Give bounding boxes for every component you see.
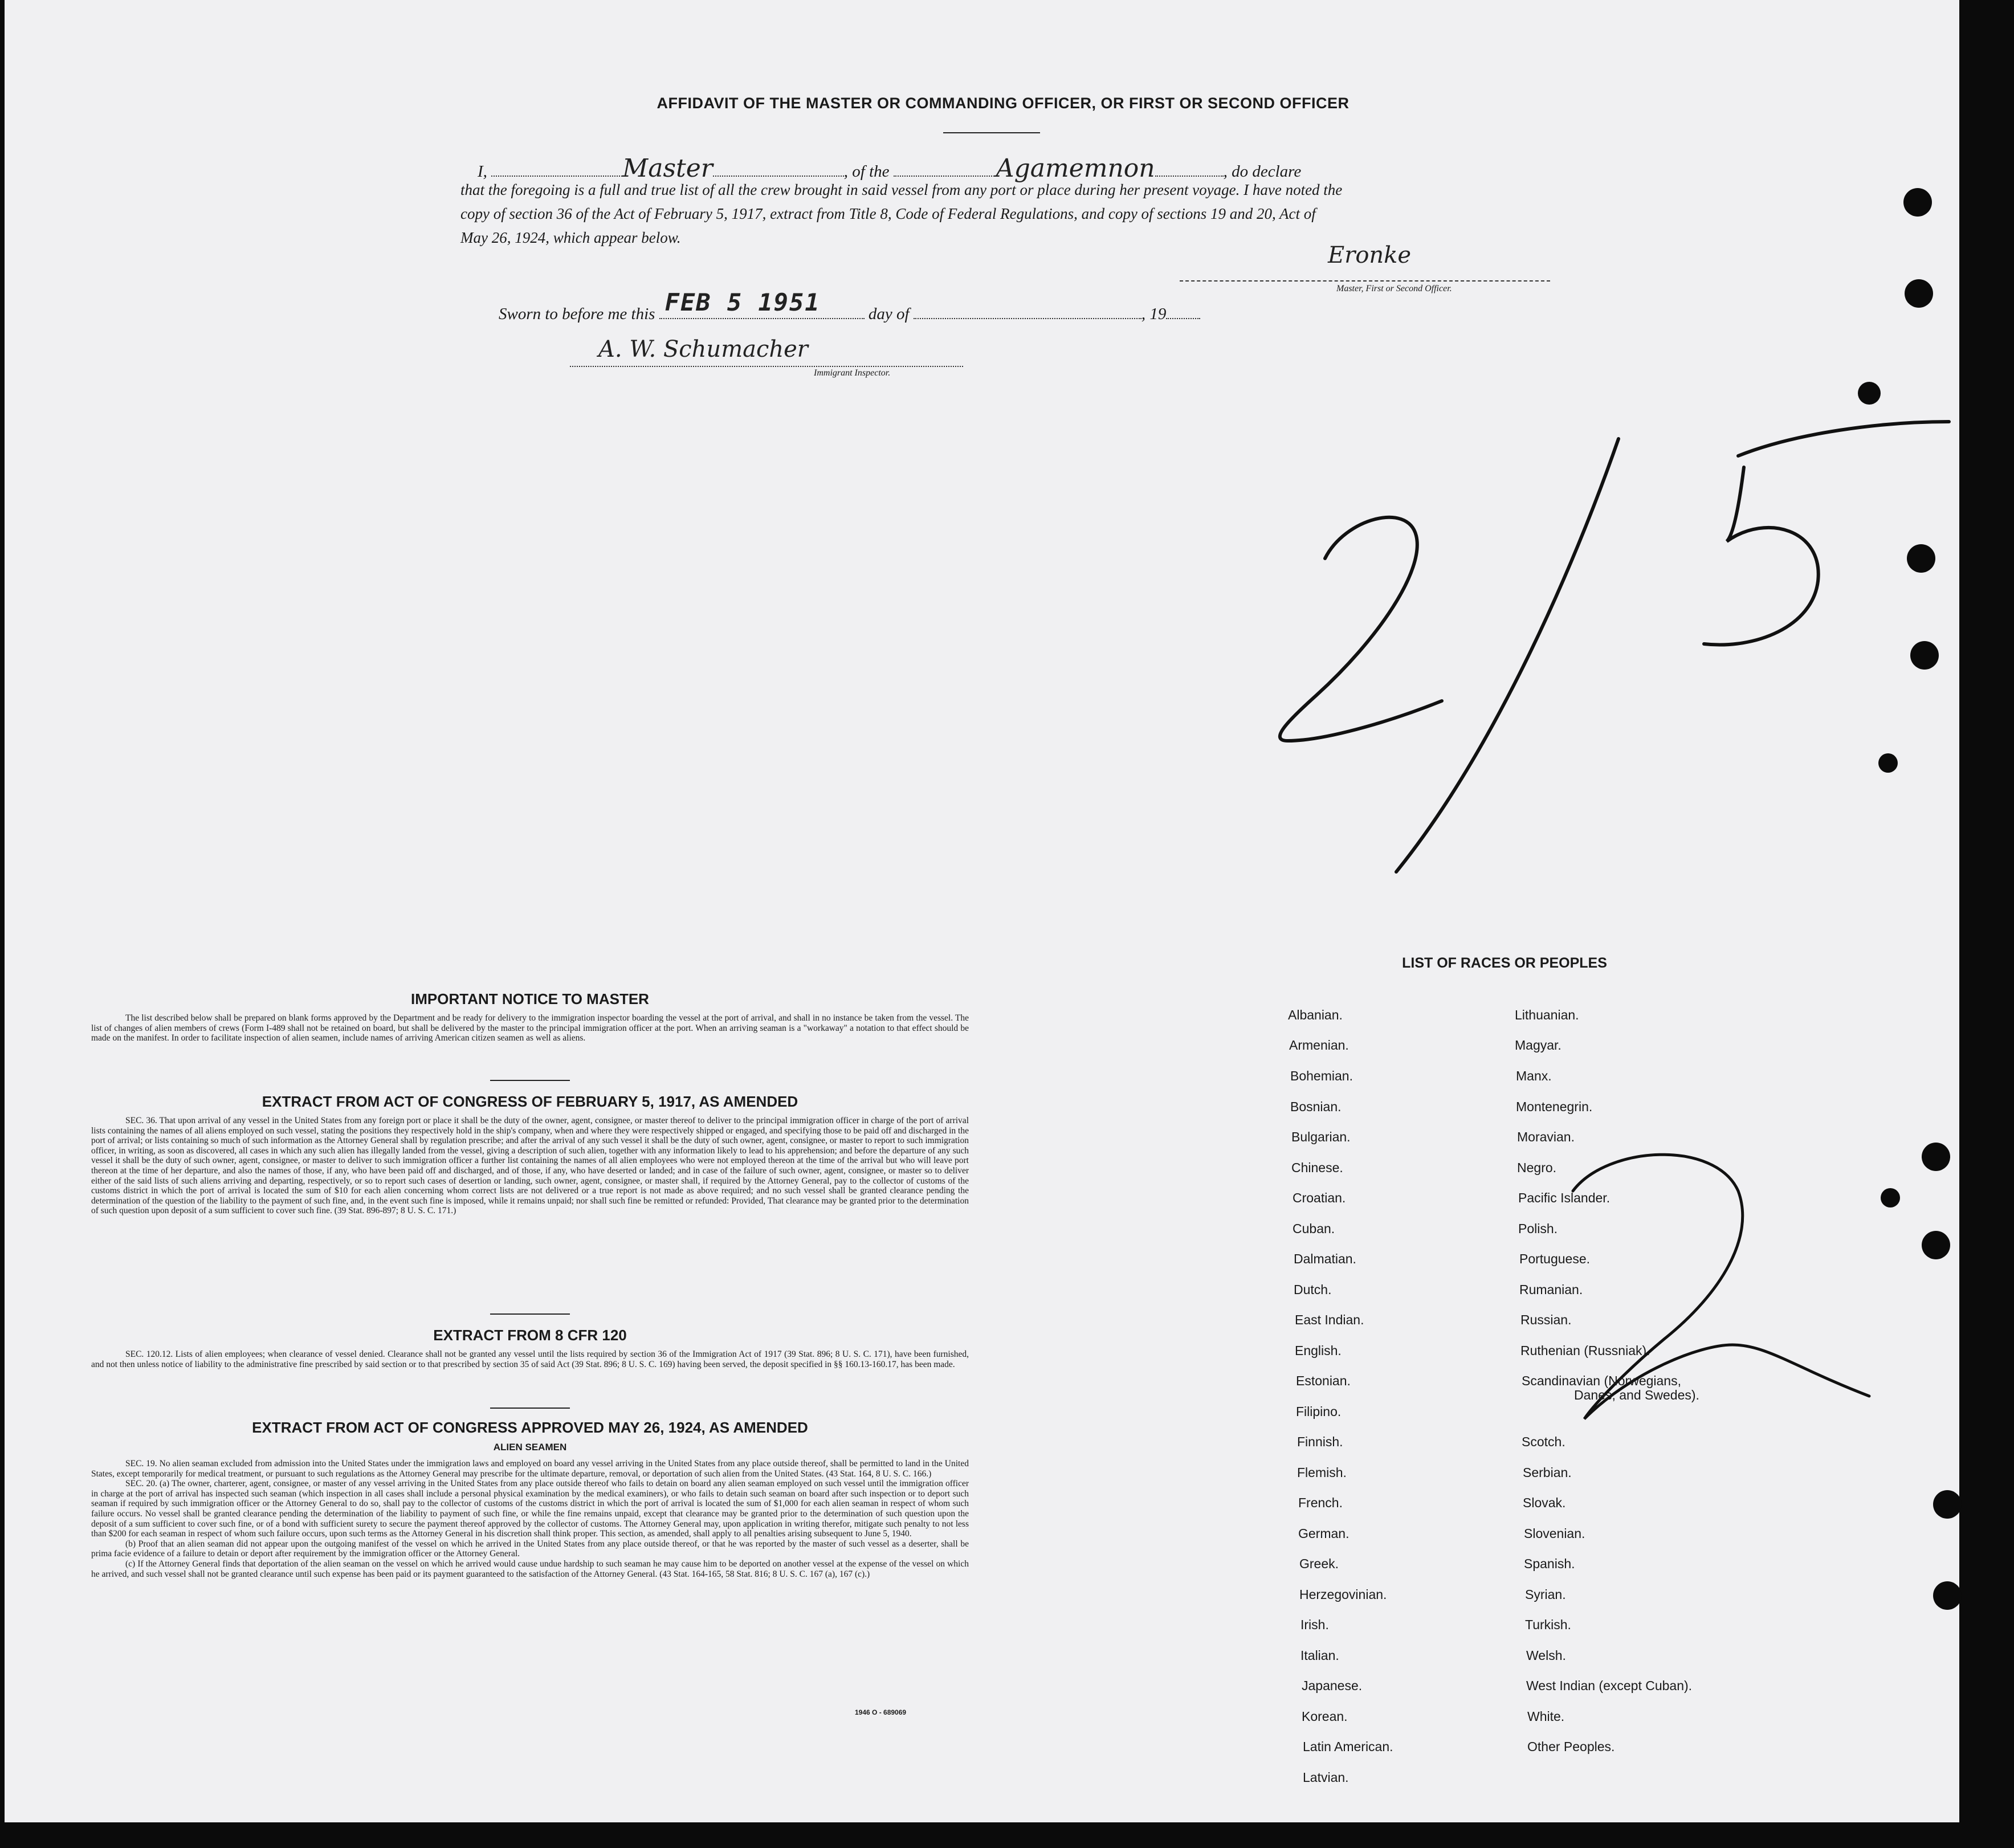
act-1924-sec20b: (b) Proof that an alien seaman did not appear upon the outgoing manifest of the vessel on which he arrived in the United States from any place outside thereof, or that he was reported by the master of such vessel as a deserter, shall be prima facie evidence of a failure to detain or deport after requirement by the immigration officer or the Attorney General. bbox=[91, 1539, 969, 1559]
of-the-label: , of the bbox=[843, 162, 890, 181]
race-left-item: Bosnian. bbox=[1290, 1099, 1342, 1114]
act-1924-sec20c: (c) If the Attorney General finds that deportation of the alien seaman on the vessel on which he arrived would cause undue hardship to such seaman he may cause him to be deported on another vessel at the expense of the vessel on which he arrived, and such vessel shall not be granted clearance until such expense has been paid or its payment guaranteed to the satisfaction of the Attorney General. (43 Stat. 164-165, 58 Stat. 816; 8 U. S. C. 167 (a), 167 (c).) bbox=[91, 1559, 969, 1579]
race-right-item: Syrian. bbox=[1525, 1587, 1566, 1602]
vessel-field-dots-left bbox=[894, 163, 996, 177]
race-right-item: West Indian (except Cuban). bbox=[1526, 1678, 1693, 1693]
race-right-item: Scotch. bbox=[1522, 1434, 1565, 1449]
master-field-dots-left bbox=[491, 163, 622, 177]
race-left-item: Japanese. bbox=[1302, 1678, 1363, 1693]
race-left-item: Irish. bbox=[1300, 1617, 1329, 1632]
i-label: I, bbox=[478, 162, 487, 181]
inspector-label: Immigrant Inspector. bbox=[814, 368, 891, 378]
race-left-item: Bohemian. bbox=[1290, 1068, 1353, 1083]
race-right-item: Montenegrin. bbox=[1516, 1099, 1593, 1114]
act-1924-sec20a: SEC. 20. (a) The owner, charterer, agent, consignee, or master of any vessel arriving in the United States from any place outside thereof who fails to detain on board any alien seaman employed on such vessel until the immigration officer in charge at the port of arrival has inspected such seaman (which inspection in all cases shall include a personal physical examination by the medical examiners), or who fails to detain such seaman on board after such inspection or to deport such seaman if required by such immigration officer or the Attorney General to do so, shall pay to the collector of customs of the customs district in which the port of arrival is located the sum of $1,000 for each alien seaman in respect of whom such failure occurs. No vessel shall be granted clearance pending the determination of the liability to payment of such fine, or while the fine remains unpaid, except that clearance may be granted prior to the determination of such question upon the deposit of a sum sufficient to cover such fine, or of a bond with sufficient surety to secure the payment thereof approved by the collector of customs. The Attorney General may, upon application in writing therefor, mitigate such penalty to not less than $200 for each seaman in respect of whom such failure occurs, upon such terms as the Attorney General in his discretion shall think proper. This section, as amended, shall apply to all penalties arising subsequent to June 5, 1940. bbox=[91, 1479, 969, 1539]
sworn-label: Sworn to before me this bbox=[499, 305, 655, 323]
race-left-item: East Indian. bbox=[1295, 1312, 1364, 1327]
act-1924-heading: EXTRACT FROM ACT OF CONGRESS APPROVED MAY 26, 1924, AS AMENDED bbox=[252, 1419, 808, 1436]
declaration-line bbox=[478, 154, 1640, 183]
race-right-item: Negro. bbox=[1517, 1160, 1557, 1175]
race-left-item: Armenian. bbox=[1289, 1038, 1349, 1052]
race-right-item: Rumanian. bbox=[1519, 1282, 1583, 1297]
day-of-label: day of bbox=[868, 305, 910, 323]
race-left-item: French. bbox=[1298, 1495, 1343, 1510]
vessel-name-handwritten: Agamemnon bbox=[996, 154, 1155, 183]
race-left-item: Finnish. bbox=[1297, 1434, 1343, 1449]
race-right-item: Slovak. bbox=[1523, 1495, 1566, 1510]
race-left-item: Cuban. bbox=[1293, 1221, 1335, 1236]
act-1917-heading: EXTRACT FROM ACT OF CONGRESS OF FEBRUARY 5, 1917, AS AMENDED bbox=[262, 1093, 798, 1110]
act-1924-sec19: SEC. 19. No alien seaman excluded from admission into the United States under the immigration laws and employed on board any vessel arriving in the United States from any place outside thereof, shall be permitted to land in the United States, except temporarily for medical treatment, or pursuant to such regulations as the Attorney General may prescribe for the ultimate departure, removal, or deportation of such alien from the United States. (43 Stat. 164, 8 U. S. C. 166.) bbox=[91, 1459, 969, 1479]
title-underline bbox=[943, 132, 1040, 133]
officer-title-handwritten: Master bbox=[622, 154, 713, 183]
race-left-item: Albanian. bbox=[1288, 1007, 1343, 1022]
race-left-item: Estonian. bbox=[1296, 1373, 1351, 1388]
vessel-field-dots-right bbox=[1155, 163, 1224, 177]
cfr-heading: EXTRACT FROM 8 CFR 120 bbox=[433, 1327, 627, 1344]
declare-label: , do declare bbox=[1223, 162, 1302, 181]
race-right-item: Magyar. bbox=[1515, 1038, 1562, 1052]
race-right-item: Polish. bbox=[1518, 1221, 1558, 1236]
race-left-item: Filipino. bbox=[1296, 1404, 1342, 1419]
race-right-continuation: Danes, and Swedes). bbox=[1574, 1388, 1699, 1402]
race-right-item: Spanish. bbox=[1524, 1556, 1575, 1571]
race-left-item: Latvian. bbox=[1303, 1770, 1349, 1785]
race-left-item: Dalmatian. bbox=[1294, 1251, 1356, 1266]
race-left-item: Croatian. bbox=[1293, 1190, 1346, 1205]
race-right-item: Manx. bbox=[1516, 1068, 1552, 1083]
race-right-item: Other Peoples. bbox=[1527, 1739, 1615, 1754]
section-divider bbox=[490, 1313, 570, 1315]
race-left-item: Chinese. bbox=[1291, 1160, 1343, 1175]
digit-5-stroke bbox=[1704, 422, 1949, 645]
punch-hole bbox=[1881, 1188, 1900, 1207]
race-left-item: German. bbox=[1298, 1526, 1350, 1541]
race-left-item: Herzegovinian. bbox=[1299, 1587, 1387, 1602]
race-left-item: Latin American. bbox=[1303, 1739, 1393, 1754]
punch-hole bbox=[1905, 279, 1933, 308]
race-right-item: Slovenian. bbox=[1524, 1526, 1585, 1541]
declaration-body-3: May 26, 1924, which appear below. bbox=[460, 229, 681, 246]
race-left-item: Greek. bbox=[1299, 1556, 1339, 1571]
digit-2-stroke bbox=[1280, 517, 1442, 741]
race-left-item: Bulgarian. bbox=[1291, 1129, 1351, 1144]
signature-label: Master, First or Second Officer. bbox=[1336, 284, 1452, 293]
signature-line bbox=[1180, 268, 1550, 282]
punch-hole bbox=[1933, 1490, 1962, 1519]
race-right-item: Ruthenian (Russniak). bbox=[1520, 1343, 1650, 1358]
race-right-item: Moravian. bbox=[1517, 1129, 1575, 1144]
race-left-item: Korean. bbox=[1302, 1709, 1348, 1724]
race-right-item: Scandinavian (Norwegians, bbox=[1522, 1373, 1681, 1388]
declaration-body-2: copy of section 36 of the Act of February 5, 1917, extract from Title 8, Code of Federal Regulations, and copy of sections 19 and 20, Act of bbox=[460, 205, 1316, 222]
race-right-item: Serbian. bbox=[1523, 1465, 1572, 1480]
race-right-item: Lithuanian. bbox=[1515, 1007, 1579, 1022]
race-left-item: Dutch. bbox=[1294, 1282, 1332, 1297]
race-right-item: Pacific Islander. bbox=[1518, 1190, 1611, 1205]
punch-hole bbox=[1903, 188, 1932, 217]
act-1917-text: SEC. 36. That upon arrival of any vessel in the United States from any foreign port or place it shall be the duty of the owner, agent, consignee, or master thereof to deliver to the principal immigration officer in charge of the port of arrival lists containing the names of all aliens employed on such vessel, stating the positions they respectively hold in the ship's company, when and where they were respectively shipped or engaged, and specifying those to be paid off and discharged in the port of arrival; or lists containing so much of such information as the Attorney General shall by regulation prescribe; and after the arrival of any such vessel it shall be the duty of such owner, agent, consignee, or master to report to such immigration officer, in writing, as soon as discovered, all cases in which any such alien has illegally landed from the vessel, giving a description of such alien, together with any information likely to lead to his apprehension; and before the departure of any such vessel it shall be the duty of such owner, agent, consignee, or master to deliver to such immigration officer a further list containing the names of all alien employees who were not employed thereon at the time of the arrival but who will leave port thereon at the time of her departure, and also the names of those, if any, who have been paid off and discharged, and of those, if any, who have deserted or landed; and in case of the failure of such owner, agent, consignee, or master so to deliver either of the said lists of such aliens arriving and departing, respectively, or so to report such cases of desertion or landing, such owner, agent, consignee, or master shall, if required by the Attorney General, pay to the collector of customs of the customs district in which the port of arrival is located the sum of $10 for each alien concerning whom correct lists are not delivered or a true report is not made as above required; and no such vessel shall be granted clearance pending the determination of the question of the liability to the payment of such fine, and, in the event such fine is imposed, while it remains unpaid; nor shall such fine be remitted or refunded: Provided, That clearance may be granted prior to the determination of such question upon deposit of a sum sufficient to cover such fine. (39 Stat. 896-897; 8 U. S. C. 171.) bbox=[91, 1116, 969, 1216]
races-title: LIST OF RACES OR PEOPLES bbox=[1402, 955, 1607, 971]
handwritten-annotation bbox=[1254, 399, 1966, 912]
cfr-text: SEC. 120.12. Lists of alien employees; when clearance of vessel denied. Clearance shall not be granted any vessel until the lists required by section 36 of the Immigration Act of 1917 (39 Stat. 896; 8 U. S. C. 171), have been furnished, and not then unless notice of liability to the administrative fine prescribed by said section or to that prescribed by section 35 of said Act (39 Stat. 896; 8 U. S. C. 169) having been served, the deposit specified in §§ 160.13-160.17, has been made. bbox=[91, 1349, 969, 1369]
inspector-signature: A. W. Schumacher bbox=[598, 336, 808, 362]
race-right-item: White. bbox=[1527, 1709, 1565, 1724]
race-right-item: Portuguese. bbox=[1519, 1251, 1591, 1266]
month-dots bbox=[914, 305, 1141, 319]
sworn-line bbox=[499, 288, 1257, 324]
slash-stroke bbox=[1396, 439, 1618, 872]
race-right-item: Russian. bbox=[1520, 1312, 1572, 1327]
year-label: , 19 bbox=[1141, 305, 1167, 323]
race-left-item: Italian. bbox=[1300, 1648, 1339, 1663]
act-1924-subheading: ALIEN SEAMEN bbox=[493, 1442, 567, 1453]
year-dots bbox=[1166, 305, 1200, 319]
notice-heading: IMPORTANT NOTICE TO MASTER bbox=[411, 990, 649, 1007]
sworn-day-dots bbox=[659, 288, 865, 319]
print-code: 1946 O - 689069 bbox=[855, 1708, 907, 1716]
declaration-body-1: that the foregoing is a full and true list of all the crew brought in said vessel from any port or place during her present voyage. I have noted the bbox=[460, 181, 1343, 198]
race-left-item: English. bbox=[1295, 1343, 1342, 1358]
race-right-item: Welsh. bbox=[1526, 1648, 1566, 1663]
race-right-item: Turkish. bbox=[1525, 1617, 1571, 1632]
master-field-dots-right bbox=[713, 163, 844, 177]
act-1924-text bbox=[91, 1459, 969, 1704]
section-divider bbox=[490, 1080, 570, 1081]
affidavit-title: AFFIDAVIT OF THE MASTER OR COMMANDING OFFICER, OR FIRST OR SECOND OFFICER bbox=[657, 95, 1350, 112]
punch-hole bbox=[1933, 1581, 1962, 1610]
punch-hole bbox=[1922, 1231, 1950, 1259]
notice-text: The list described below shall be prepared on blank forms approved by the Department and be ready for delivery to the immigration inspector boarding the vessel at the port of arrival, and shall in no instance be taken from the vessel. The list of changes of alien members of crews (Form I-489 shall not be retained on board, but shall be delivered by the master to the principal immigration officer at the port. When an arriving seaman is a "workaway" a notation to that effect should be made on the manifest. In order to facilitate inspection of alien seamen, include names of arriving American citizen seamen as well as aliens. bbox=[91, 1013, 969, 1043]
master-signature: Eronke bbox=[1328, 242, 1412, 268]
punch-hole bbox=[1922, 1143, 1950, 1171]
date-stamp: FEB 5 1951 bbox=[664, 288, 821, 316]
race-left-item: Flemish. bbox=[1297, 1465, 1347, 1480]
section-divider bbox=[490, 1408, 570, 1409]
